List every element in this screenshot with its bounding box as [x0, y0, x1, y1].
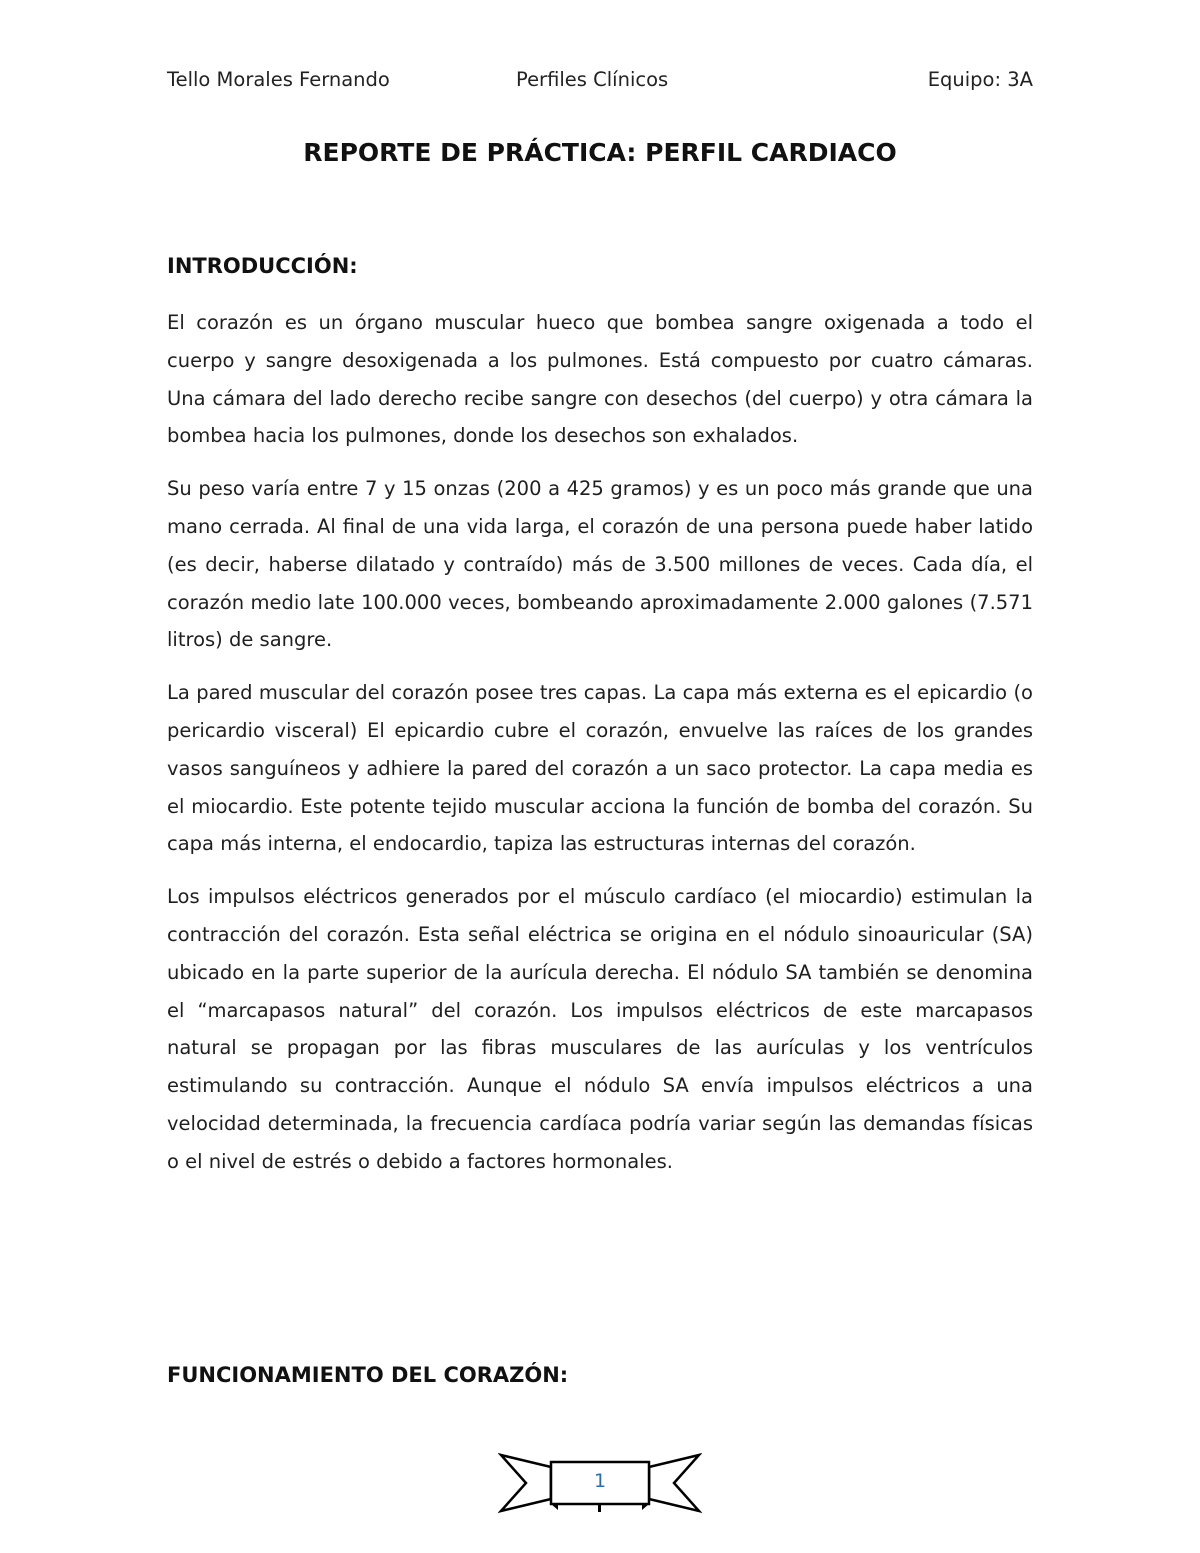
function-heading: FUNCIONAMIENTO DEL CORAZÓN:: [167, 1363, 569, 1387]
paragraph: Los impulsos eléctricos generados por el músculo cardíaco (el miocardio) estimulan la contracción del corazón. Esta señal eléctrica se origina en el nódulo sinoauricular (SA) ubicado en la parte superior de la aurícula derecha. El nódulo SA también se denomina el “marcapasos natural” del corazón. Los impulsos eléctricos de este marcapasos natural se propagan por las fibras musculares de las aurículas y los ventrículos estimulando su contracción. Aunque el nódulo SA envía impulsos eléctricos a una velocidad determinada, la frecuencia cardíaca podría variar según las demandas físicas o el nivel de estrés o debido a factores hormonales.: [167, 885, 1033, 1173]
intro-body: [167, 304, 1033, 1196]
document-title: REPORTE DE PRÁCTICA: PERFIL CARDIACO: [303, 138, 897, 167]
header-course: Perfiles Clínicos: [516, 68, 669, 91]
page-header: [167, 68, 1033, 96]
header-team: Equipo: 3A: [927, 68, 1033, 91]
paragraph: Su peso varía entre 7 y 15 onzas (200 a 425 gramos) y es un poco más grande que una mano cerrada. Al final de una vida larga, el corazón de una persona puede haber latido (es decir, haberse dilatado y contraído) más de 3.500 millones de veces. Cada día, el corazón medio late 100.000 veces, bombeando aproximadamente 2.000 galones (7.571 litros) de sangre.: [167, 477, 1033, 652]
paragraph: La pared muscular del corazón posee tres capas. La capa más externa es el epicardio (o pericardio visceral) El epicardio cubre el corazón, envuelve las raíces de los grandes vasos sanguíneos y adhiere la pared del corazón a un saco protector. La capa media es el miocardio. Este potente tejido muscular acciona la función de bomba del corazón. Su capa más interna, el endocardio, tapiza las estructuras internas del corazón.: [167, 681, 1033, 856]
paragraph: El corazón es un órgano muscular hueco que bombea sangre oxigenada a todo el cuerpo y sangre desoxigenada a los pulmones. Está compuesto por cuatro cámaras. Una cámara del lado derecho recibe sangre con desechos (del cuerpo) y otra cámara la bombea hacia los pulmones, donde los desechos son exhalados.: [167, 311, 1033, 448]
page-number: 1: [593, 1470, 607, 1492]
header-author: Tello Morales Fernando: [167, 68, 390, 91]
intro-heading: INTRODUCCIÓN:: [167, 254, 358, 278]
